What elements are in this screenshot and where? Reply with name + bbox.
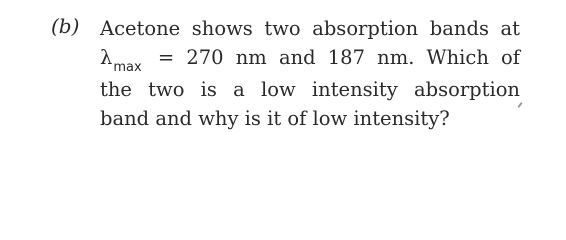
question-label: (b) <box>51 14 80 38</box>
question-line-3: the two is a low intensity absorption <box>100 78 520 101</box>
question-line-2-text: = 270 nm and 187 nm. Which of <box>157 46 520 69</box>
question-line-1: Acetone shows two absorption bands at <box>100 17 520 40</box>
question-text <box>100 14 520 133</box>
question-line-4: band and why is it of low intensity? <box>100 107 450 130</box>
question-line-2 <box>100 43 520 75</box>
lambda-max <box>100 43 146 75</box>
lambda-subscript: max <box>113 60 142 75</box>
lambda-symbol: λ <box>100 46 113 69</box>
